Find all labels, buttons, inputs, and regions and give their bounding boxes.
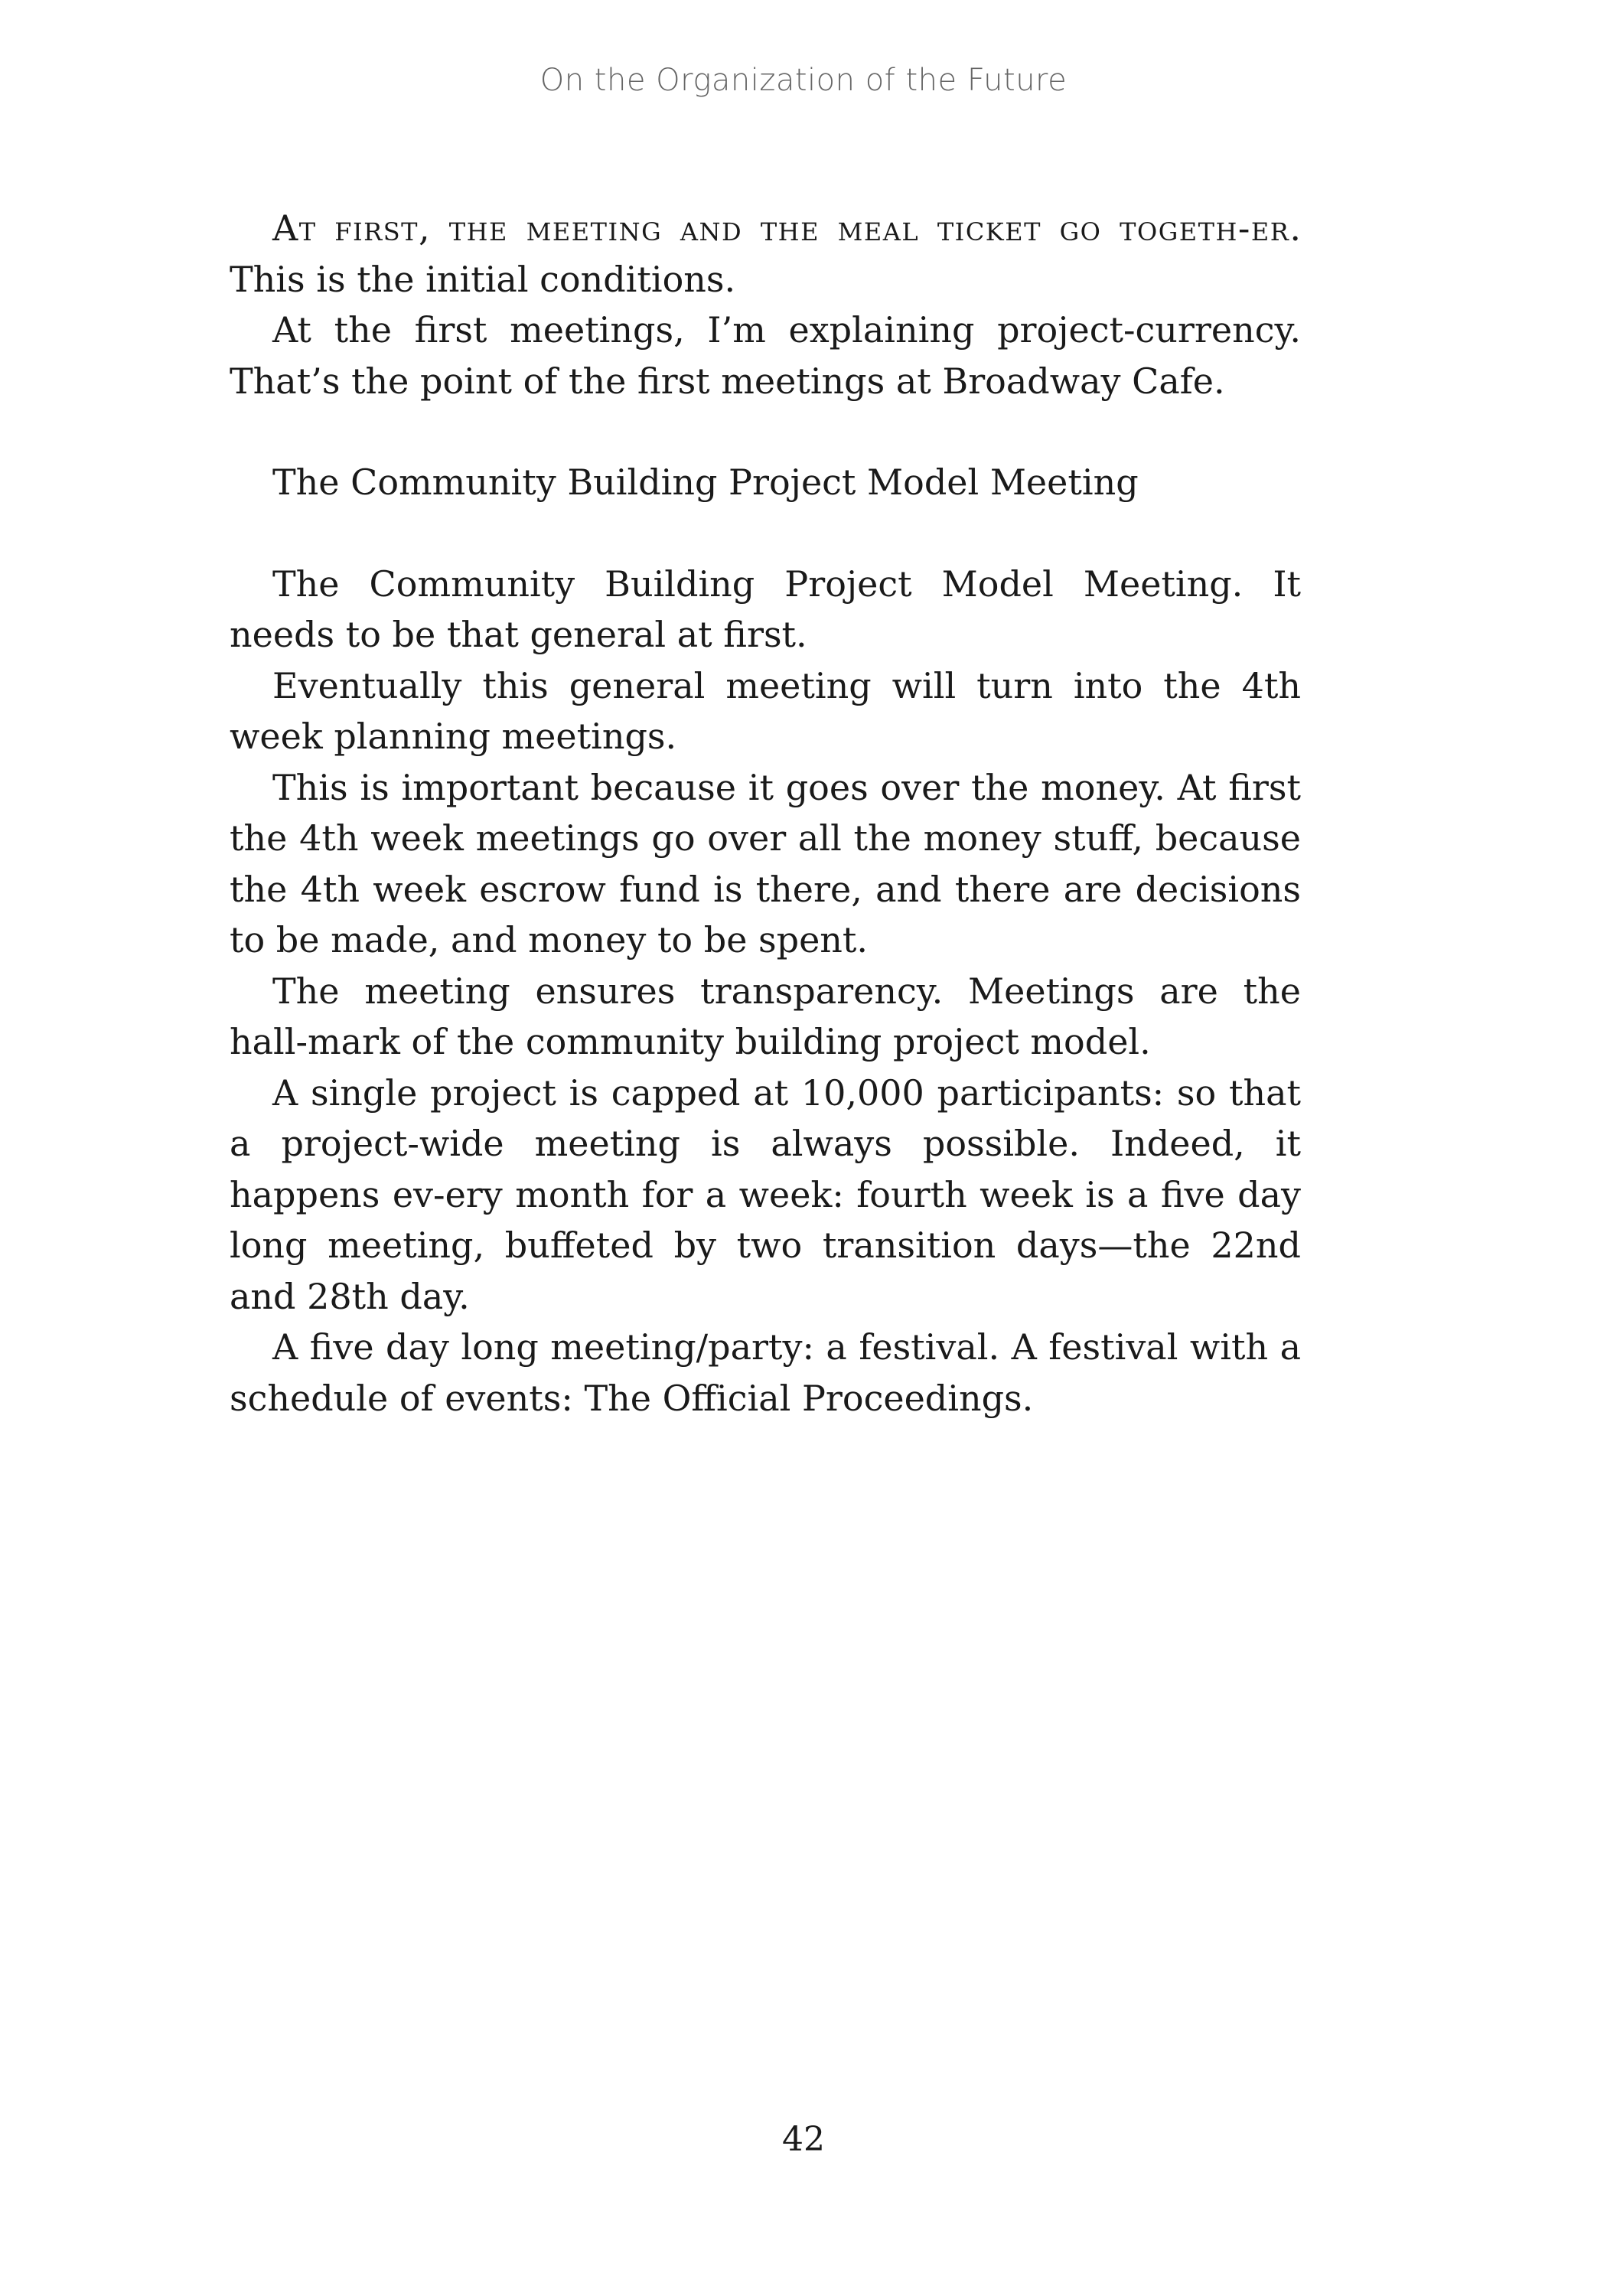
body-text <box>230 203 1301 1424</box>
lead-in-smallcaps: At first, the meeting and the meal ticket go togeth-er <box>272 207 1290 249</box>
paragraph: A five day long meeting/party: a festival. A festival with a schedule of events: The Official Proceedings. <box>230 1326 1301 1419</box>
section-heading: The Community Building Project Model Meeting <box>272 461 1139 503</box>
paragraph: A single project is capped at 10,000 participants: so that a project-wide meeting is always possible. Indeed, it happens ev-ery month for a week: fourth week is a five day long meeting, buffeted by two transition days—the 22nd and 28th day. <box>230 1071 1301 1317</box>
paragraph: Eventually this general meeting will turn into the 4th week planning meetings. <box>230 664 1301 757</box>
paragraph: This is important because it goes over the money. At first the 4th week meetings go over all the money stuff, because the 4th week escrow fund is there, and there are decisions to be made, and money to be spent. <box>230 766 1301 960</box>
paragraph <box>230 203 1301 305</box>
paragraph-text: . This is the initial conditions. <box>230 207 1301 300</box>
paragraph: The meeting ensures transparency. Meetings are the hall-mark of the community building project model. <box>230 970 1301 1062</box>
running-head: On the Organization of the Future <box>539 63 1068 98</box>
paragraph: The Community Building Project Model Meeting. It needs to be that general at first. <box>230 563 1301 655</box>
paragraph: At the first meetings, I’m explaining project-currency. That’s the point of the first meetings at Broadway Cafe. <box>230 309 1301 402</box>
page-number: 42 <box>782 2120 825 2159</box>
